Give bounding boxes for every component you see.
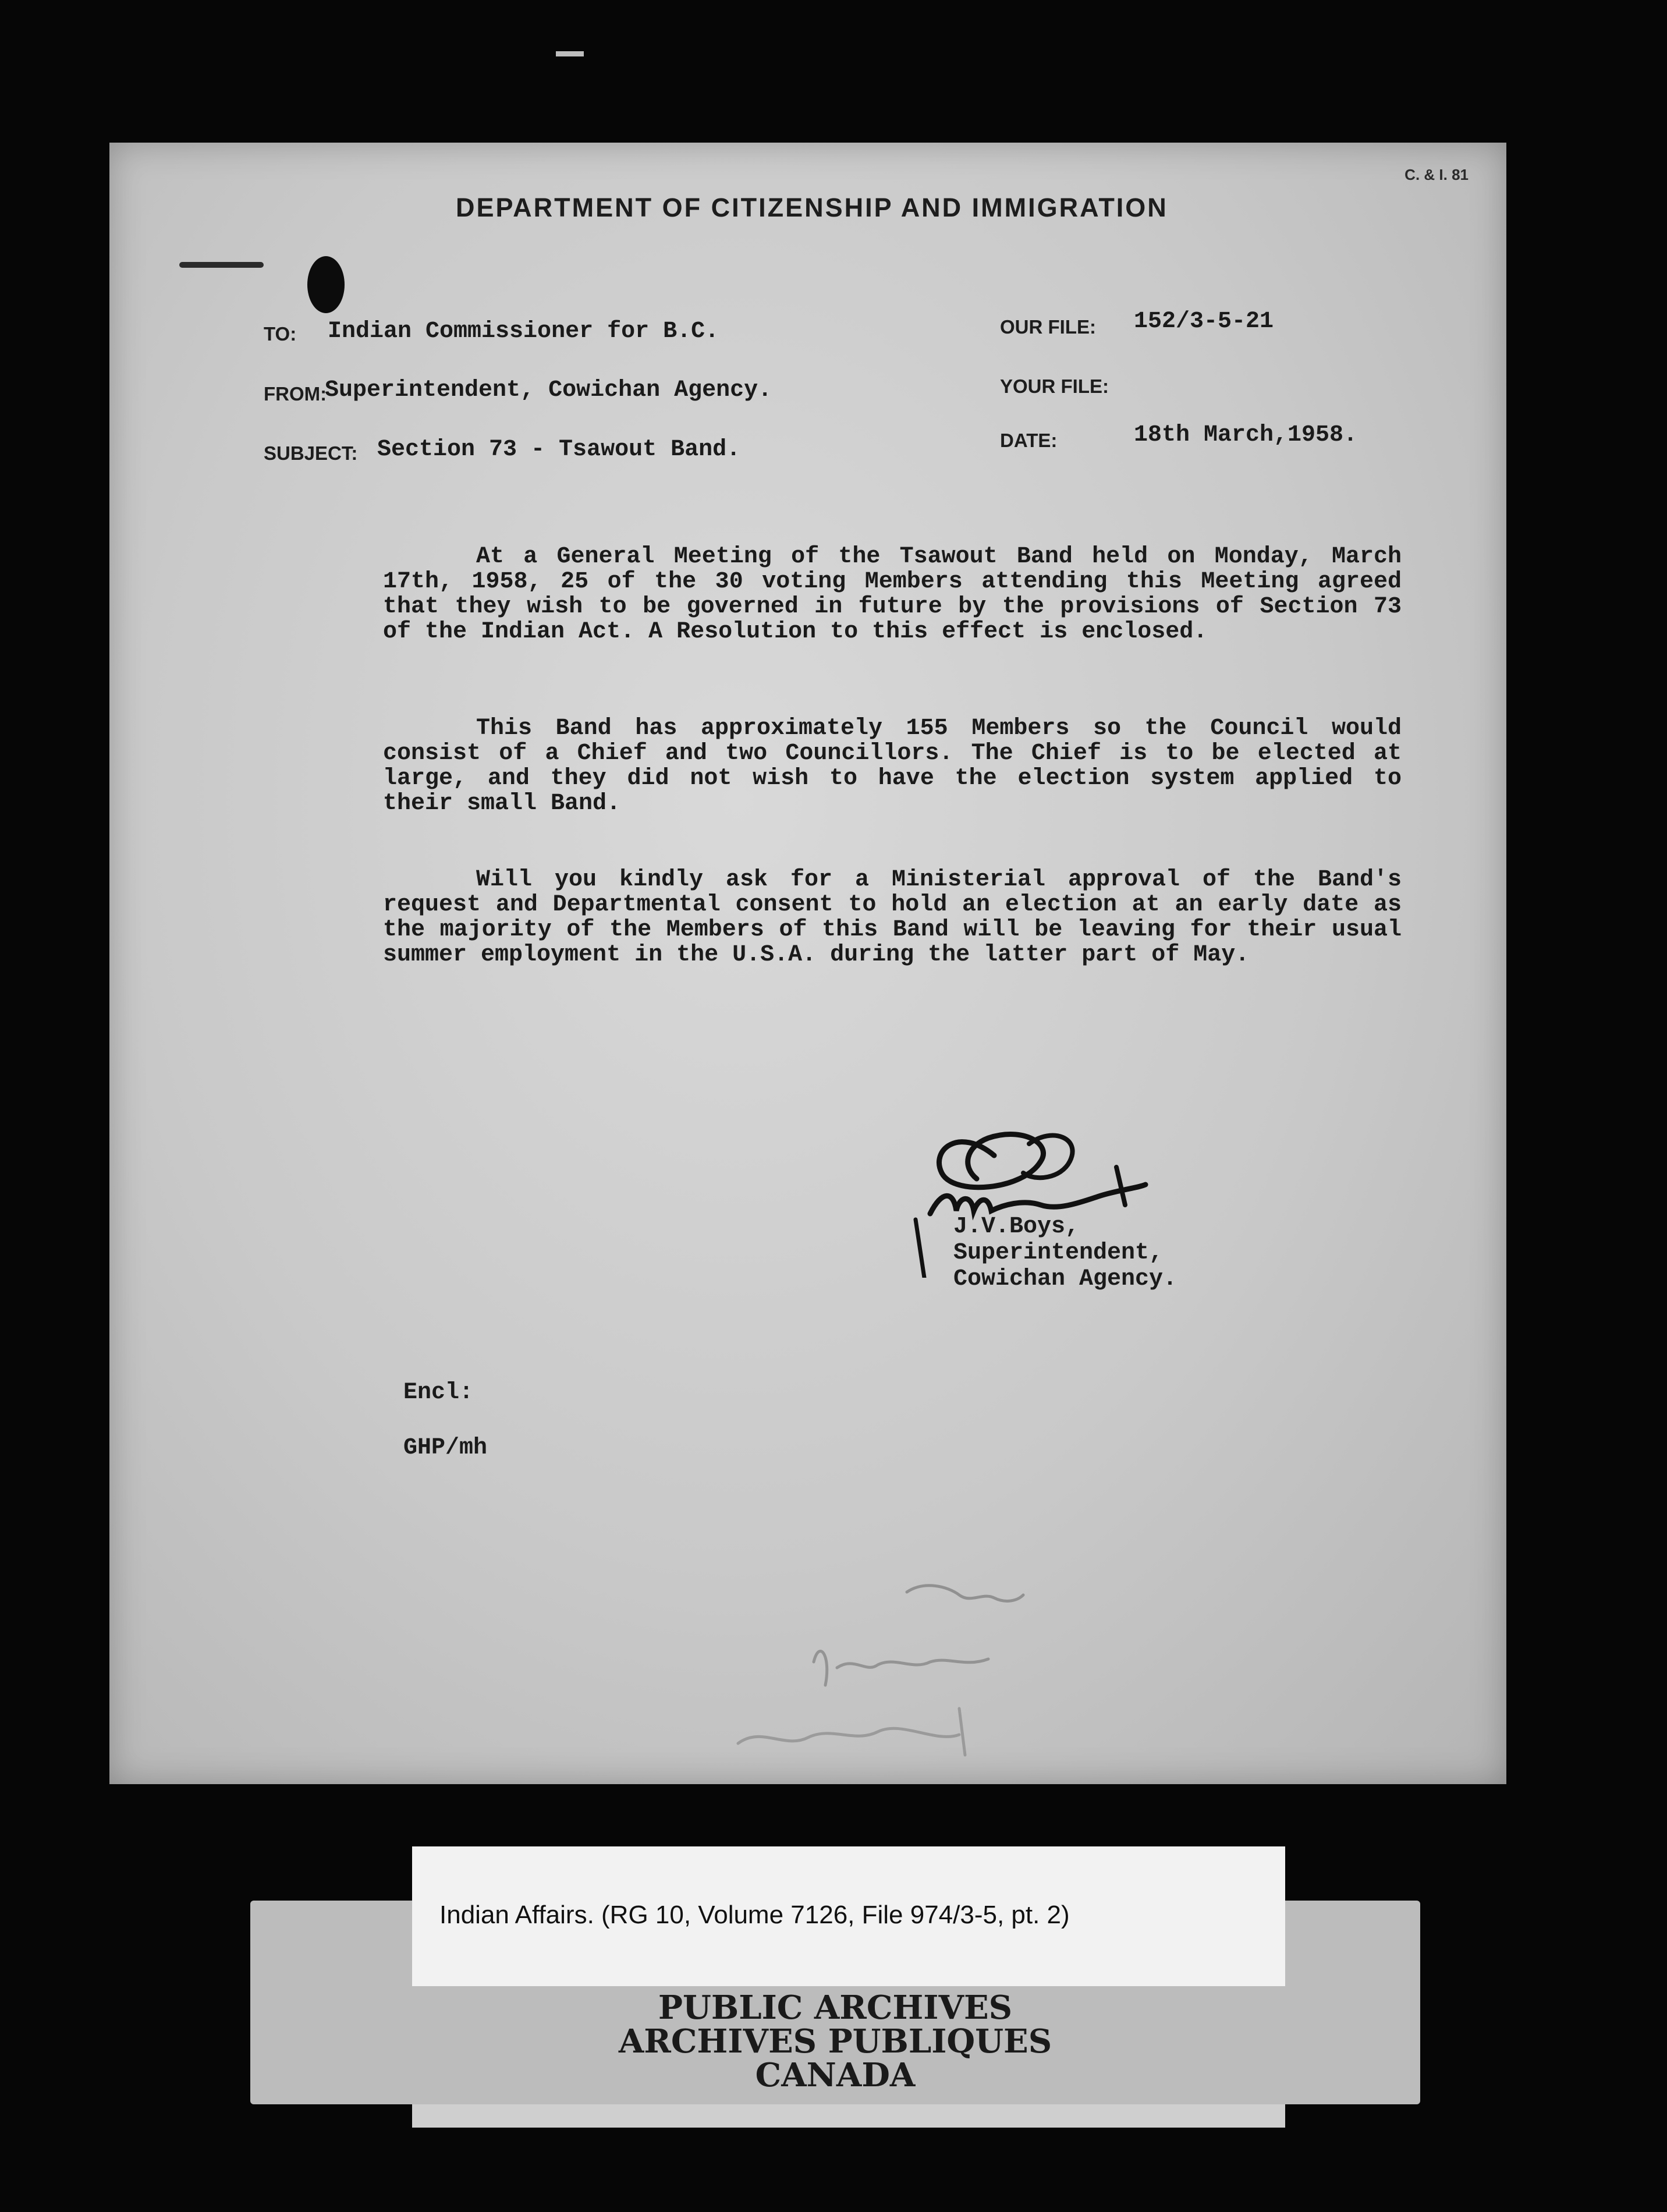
signatory-agency: Cowichan Agency.	[953, 1266, 1177, 1292]
ink-dash-mark	[179, 262, 264, 268]
paragraph-1: At a General Meeting of the Tsawout Band held on Monday, March 17th, 1958, 25 of the 30 voting Members attending this Meeting agreed that they wish to be governed in future by the provisions of Section 73 of the Indian Act. A Resolution to this effect is enclosed.	[383, 544, 1402, 645]
to-value: Indian Commissioner for B.C.	[328, 318, 719, 345]
subject-value: Section 73 - Tsawout Band.	[377, 437, 741, 463]
department-title: DEPARTMENT OF CITIZENSHIP AND IMMIGRATION	[456, 193, 1168, 222]
archive-country: CANADA	[755, 2056, 916, 2094]
date-label: DATE:	[1000, 430, 1058, 451]
to-label: TO:	[264, 323, 297, 345]
our-file-label: OUR FILE:	[1000, 316, 1096, 338]
pencil-annotation	[715, 1569, 1041, 1778]
archive-name-en: PUBLIC ARCHIVES	[658, 1988, 1013, 2027]
archive-reference: Indian Affairs. (RG 10, Volume 7126, File 974/3-5, pt. 2)	[439, 1901, 1070, 1929]
our-file-value: 152/3-5-21	[1134, 309, 1274, 335]
signatory-name: J.V.Boys,	[953, 1214, 1080, 1240]
date-value: 18th March,1958.	[1134, 422, 1358, 448]
paragraph-3: Will you kindly ask for a Ministerial approval of the Band's request and Departmental consent to hold an election at an early date as the majority of the Members of this Band will be leaving for their usual summer employment in the U.S.A. during the latter part of May.	[383, 867, 1402, 968]
from-label: FROM:	[264, 383, 327, 405]
form-code: C. & I. 81	[1404, 166, 1469, 183]
your-file-label: YOUR FILE:	[1000, 375, 1109, 397]
letter-sheet	[109, 143, 1506, 1784]
signatory-title: Superintendent,	[953, 1240, 1164, 1266]
film-mark	[556, 51, 584, 56]
typist-initials: GHP/mh	[403, 1435, 488, 1461]
enclosure-note: Encl:	[403, 1380, 474, 1406]
from-value: Superintendent, Cowichan Agency.	[325, 377, 772, 403]
subject-label: SUBJECT:	[264, 442, 358, 464]
paragraph-2: This Band has approximately 155 Members so the Council would consist of a Chief and two Councillors. The Chief is to be elected at large, and they did not wish to have the election system applied to their small Band.	[383, 715, 1402, 817]
archive-name-fr: ARCHIVES PUBLIQUES	[618, 2022, 1052, 2061]
label-bottom-strip	[412, 2104, 1285, 2128]
punch-hole	[307, 256, 345, 313]
